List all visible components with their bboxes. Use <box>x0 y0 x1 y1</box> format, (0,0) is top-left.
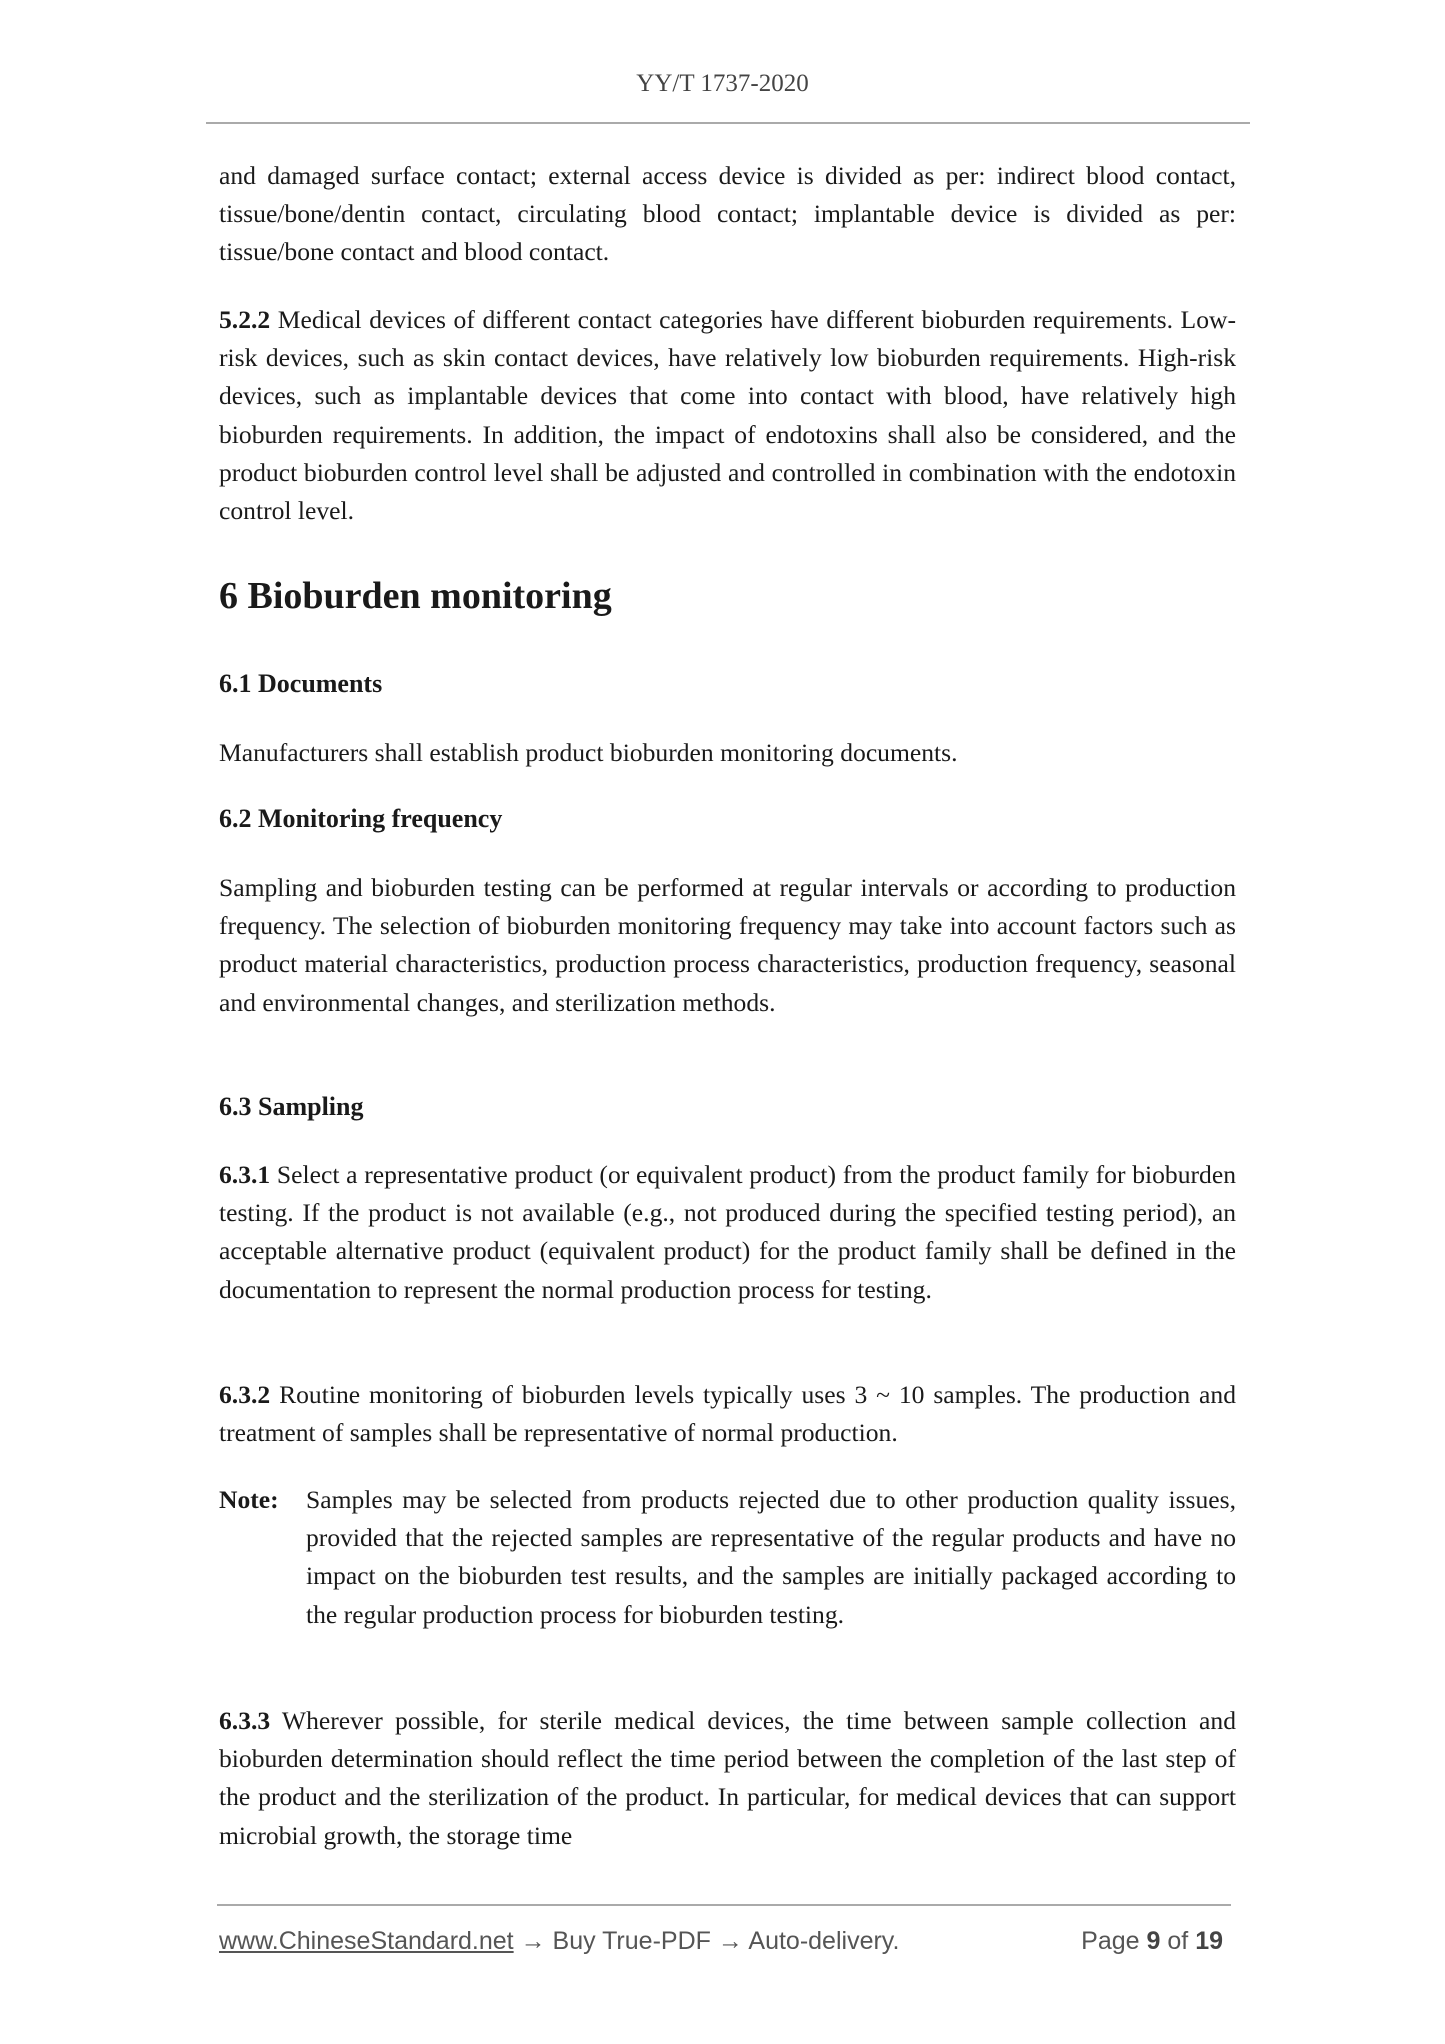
paragraph-6-3-2 <box>219 1376 1236 1452</box>
page-indicator <box>1081 1927 1223 1956</box>
of-label: of <box>1167 1927 1189 1955</box>
clause-number: 6.3.3 <box>219 1706 271 1735</box>
website-link[interactable]: www.ChineseStandard.net <box>219 1927 514 1955</box>
footer-divider <box>217 1904 1231 1906</box>
total-pages: 19 <box>1195 1927 1223 1955</box>
subsection-heading-6-1: 6.1 Documents <box>219 669 383 698</box>
paragraph-text: Select a representative product (or equivalent product) from the product family for bioburden testing. If the product is not available (e.g., not produced during the specified testing period), an acceptable alternative product (equivalent product) for the product family shall be defined in the documentation to represent the normal production process for testing. <box>219 1160 1236 1304</box>
page-label: Page <box>1081 1927 1140 1955</box>
note <box>219 1481 1236 1634</box>
note-label: Note: <box>219 1485 279 1514</box>
paragraph-6-3-1 <box>219 1156 1236 1309</box>
subsection-heading-6-3: 6.3 Sampling <box>219 1092 364 1121</box>
section-heading-6: 6 Bioburden monitoring <box>219 575 612 617</box>
footer <box>219 1927 1231 1956</box>
document-id-header: YY/T 1737-2020 <box>636 70 809 97</box>
paragraph-text: Medical devices of different contact categories have different bioburden requirements. Low-risk devices, such as skin contact devices, have relatively low bioburden requirements. High-risk devices, such as implantable devices that come into contact with blood, have relatively high bioburden requirements. In addition, the impact of endotoxins shall also be considered, and the product bioburden control level shall be adjusted and controlled in combination with the endotoxin control level. <box>219 305 1236 526</box>
clause-number: 6.3.1 <box>219 1160 271 1189</box>
paragraph-6-2: Sampling and bioburden testing can be performed at regular intervals or according to production frequency. The selection of bioburden monitoring frequency may take into account factors such as product material characteristics, production process characteristics, production frequency, seasonal and environmental changes, and sterilization methods. <box>219 873 1236 1017</box>
clause-number: 5.2.2 <box>219 305 271 334</box>
header-divider <box>206 122 1250 124</box>
note-text: Samples may be selected from products rejected due to other production quality issues, provided that the rejected samples are representative of the regular products and have no impact on the bioburden test results, and the samples are initially packaged according to the regular production process for bioburden testing. <box>306 1485 1236 1629</box>
subsection-heading-6-2: 6.2 Monitoring frequency <box>219 804 503 833</box>
paragraph-text: Routine monitoring of bioburden levels typically uses 3 ~ 10 samples. The production and treatment of samples shall be representative of normal production. <box>219 1380 1236 1448</box>
paragraph-text: Wherever possible, for sterile medical devices, the time between sample collection and bioburden determination should reflect the time period between the completion of the last step of the product and the sterilization of the product. In particular, for medical devices that can support microbial growth, the storage time <box>219 1706 1236 1850</box>
clause-number: 6.3.2 <box>219 1380 271 1409</box>
paragraph-continued: and damaged surface contact; external access device is divided as per: indirect blood contact, tissue/bone/dentin contact, circulating blood contact; implantable device is divided as per: tissue/bone contact and blood contact. <box>219 161 1236 267</box>
paragraph-6-1: Manufacturers shall establish product bioburden monitoring documents. <box>219 738 958 767</box>
page-number: 9 <box>1146 1927 1161 1955</box>
paragraph-6-3-3 <box>219 1702 1236 1855</box>
paragraph-5-2-2 <box>219 301 1236 530</box>
footer-tagline: → Buy True-PDF → Auto-delivery. <box>513 1927 900 1955</box>
